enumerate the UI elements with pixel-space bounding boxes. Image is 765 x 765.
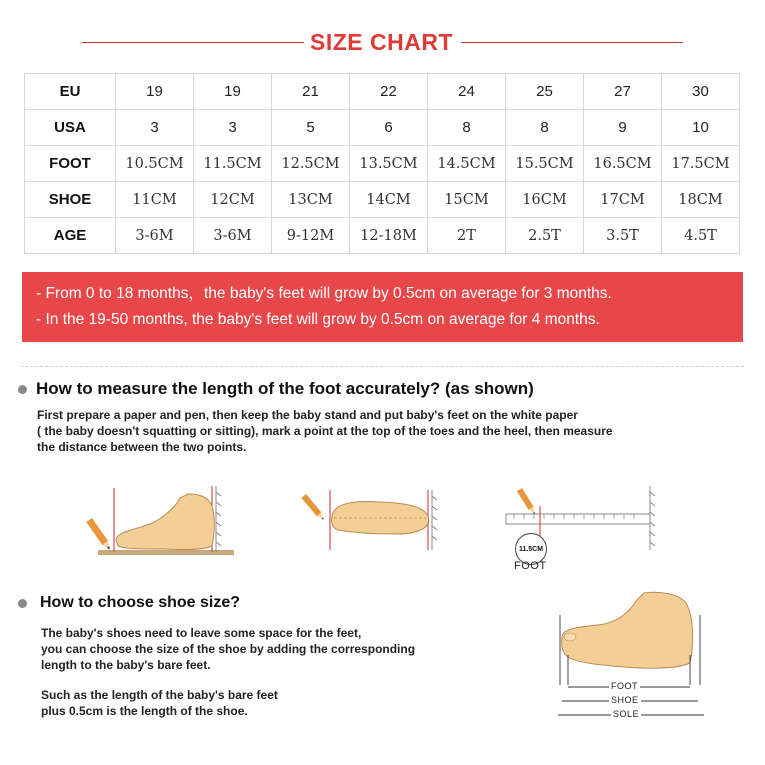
table-cell: 14CM [350, 182, 428, 218]
pencil-icon [301, 494, 326, 522]
foot-icon [562, 592, 693, 668]
table-cell: 15.5CM [506, 146, 584, 182]
table-cell: 2T [428, 218, 506, 254]
title-row [0, 24, 765, 60]
table-cell: 10.5CM [116, 146, 194, 182]
table-cell: 16.5CM [584, 146, 662, 182]
table-cell: 3.5T [584, 218, 662, 254]
table-cell: 11.5CM [194, 146, 272, 182]
floor-icon [98, 550, 234, 555]
ruler-icon [506, 514, 650, 524]
table-cell: 3-6M [116, 218, 194, 254]
table-cell: 3 [116, 110, 194, 146]
notice-line-2: - In the 19-50 months, the baby's feet will grow by 0.5cm on average for 4 months. [36, 311, 600, 328]
table-cell: 12.5CM [272, 146, 350, 182]
row-header: SHOE [25, 182, 116, 218]
table-row [25, 110, 740, 146]
diagram-foot-label: FOOT [611, 681, 638, 691]
table-cell: 17.5CM [662, 146, 740, 182]
section-divider [20, 366, 744, 367]
table-cell: 8 [506, 110, 584, 146]
row-header: AGE [25, 218, 116, 254]
table-cell: 19 [116, 74, 194, 110]
table-cell: 30 [662, 74, 740, 110]
page-title: SIZE CHART [310, 28, 453, 55]
table-cell: 21 [272, 74, 350, 110]
table-cell: 2.5T [506, 218, 584, 254]
table-row [25, 74, 740, 110]
table-cell: 11CM [116, 182, 194, 218]
table-cell: 25 [506, 74, 584, 110]
table-row [25, 218, 740, 254]
foot-icon [116, 494, 214, 550]
table-cell: 3 [194, 110, 272, 146]
choose-line-3: length to the baby's bare feet. [41, 658, 211, 672]
side-foot-figure [84, 480, 240, 560]
table-cell: 12CM [194, 182, 272, 218]
diagram-sole-label: SOLE [613, 709, 640, 719]
bullet-icon [18, 599, 27, 608]
measure-line-1: First prepare a paper and pen, then keep the baby stand and put baby's feet on the white paper [37, 408, 578, 422]
bullet-icon [18, 385, 27, 394]
table-cell: 16CM [506, 182, 584, 218]
table-cell: 14.5CM [428, 146, 506, 182]
row-header: FOOT [25, 146, 116, 182]
row-header: USA [25, 110, 116, 146]
row-header: EU [25, 74, 116, 110]
table-cell: 17CM [584, 182, 662, 218]
growth-notice [22, 272, 743, 342]
table-cell: 8 [428, 110, 506, 146]
table-cell: 27 [584, 74, 662, 110]
title-rule-left [82, 42, 304, 43]
top-foot-figure [300, 488, 446, 554]
ruler-foot-label: FOOT [514, 560, 547, 572]
measure-line-3: the distance between the two points. [37, 440, 247, 454]
foot-shoe-sole-figure [548, 585, 718, 685]
table-row [25, 146, 740, 182]
choose-line-2: you can choose the size of the shoe by adding the corresponding [41, 642, 416, 656]
table-cell: 13CM [272, 182, 350, 218]
notice-line-1: - From 0 to 18 months，the baby's feet will grow by 0.5cm on average for 3 months. [36, 285, 612, 302]
table-cell: 22 [350, 74, 428, 110]
measure-heading: How to measure the length of the foot accurately? (as shown) [36, 379, 534, 398]
title-rule-right [461, 42, 683, 43]
pencil-icon [86, 518, 112, 552]
table-cell: 13.5CM [350, 146, 428, 182]
choose-line-4: Such as the length of the baby's bare feet [41, 688, 278, 702]
choose-line-1: The baby's shoes need to leave some space for the feet, [41, 626, 362, 640]
diagram-shoe-label: SHOE [611, 695, 639, 705]
table-cell: 19 [194, 74, 272, 110]
table-row [25, 182, 740, 218]
measure-line-2: ( the baby doesn't squatting or sitting), mark a point at the top of the toes and the heel, then measure [37, 424, 613, 438]
table-cell: 6 [350, 110, 428, 146]
table-cell: 4.5T [662, 218, 740, 254]
table-cell: 3-6M [194, 218, 272, 254]
table-cell: 9-12M [272, 218, 350, 254]
table-cell: 10 [662, 110, 740, 146]
pencil-icon [517, 488, 537, 516]
table-cell: 5 [272, 110, 350, 146]
table-cell: 12-18M [350, 218, 428, 254]
size-table [24, 73, 740, 254]
table-cell: 9 [584, 110, 662, 146]
table-cell: 18CM [662, 182, 740, 218]
table-cell: 15CM [428, 182, 506, 218]
table-cell: 24 [428, 74, 506, 110]
choose-heading: How to choose shoe size? [40, 594, 241, 611]
choose-line-5: plus 0.5cm is the length of the shoe. [41, 704, 248, 718]
measurement-circle-label: 11.5CM [518, 545, 544, 553]
